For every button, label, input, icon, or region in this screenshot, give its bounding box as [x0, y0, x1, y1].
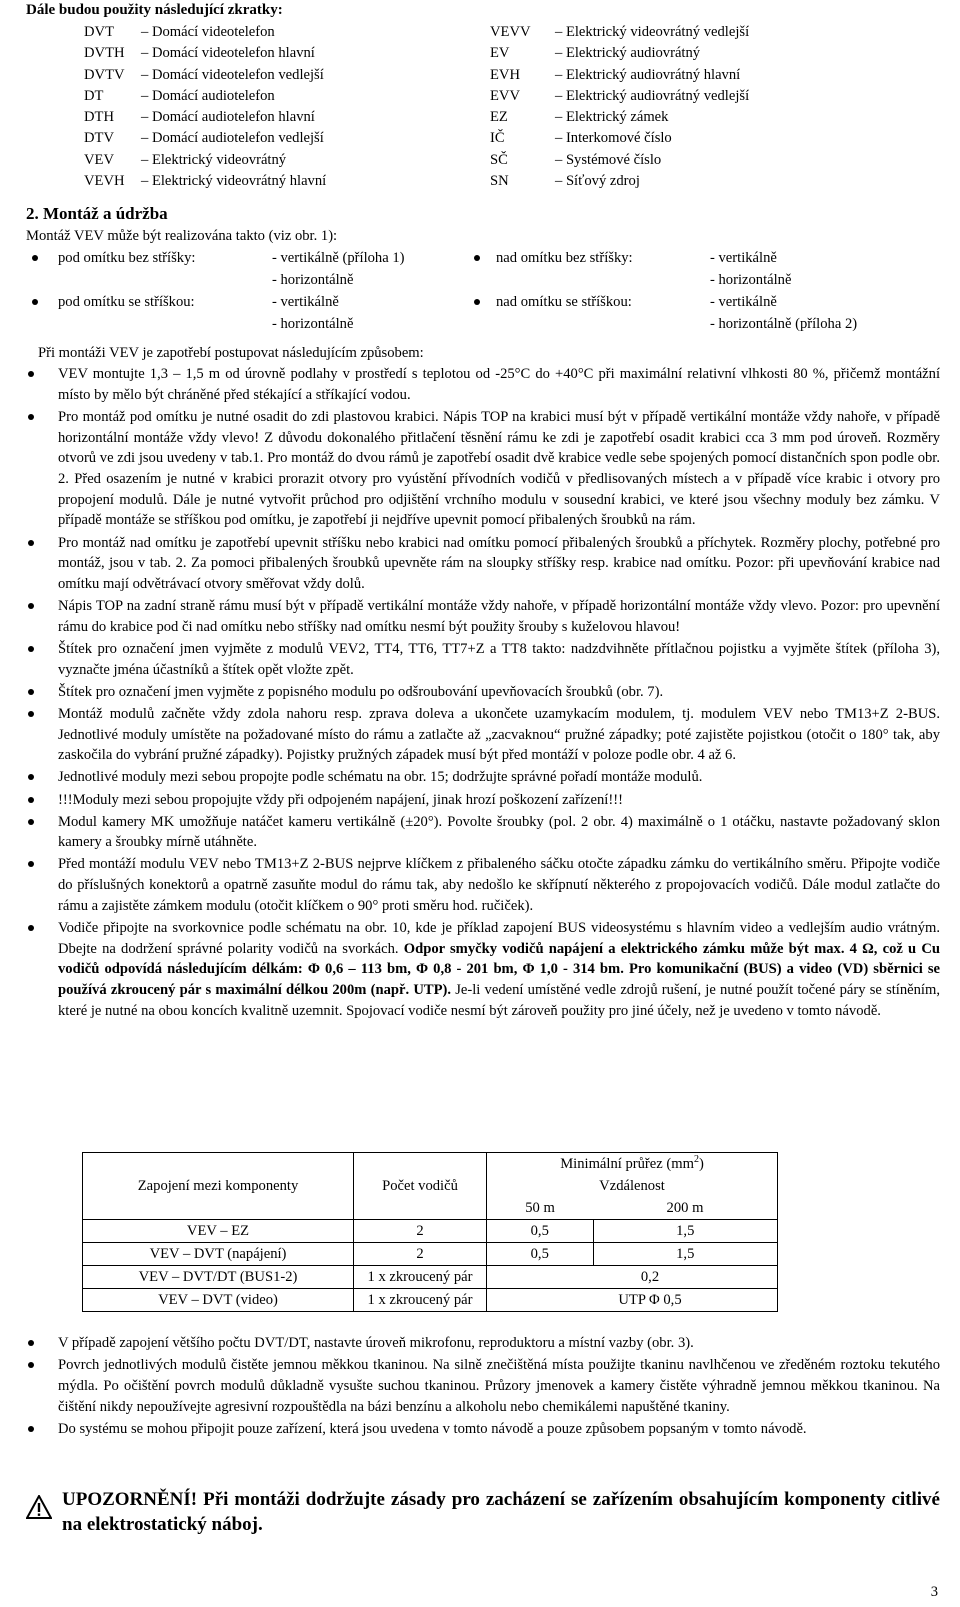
abbr-code: DTV: [84, 130, 114, 147]
list-item-text: !!!Moduly mezi sebou propojujte vždy při odpojeném napájení, jinak hrozí poškození zařízení!!!: [58, 791, 623, 808]
bullet: [28, 925, 34, 931]
list-item-text: Pro montáž pod omítku je nutné osadit do zdi plastovou krabici. Nápis TOP na krabici musí být v případě vertikální montáže vždy nahoře, v případě horizontální montáže vždy vlevo! Z důvodu dokonalého přitlačení těsnění rámu ke zdi je zapotřebí osadit krabici cca 3 mm pod úroveň. Rozměry otvorů ve zdi jsou uvedeny v tab.1. Pro montáž do dvou rámů je zapotřebí osadit dvě krabice vedle sebe spojených pomocí distančních spon podle obr. 2. Před osazením je nutné v krabici prorazit otvory pro vyústění přívodních vodičů v předlisovaných místech a v případě více krabic i otvory pro propojení modulů. Dále je nutné vytvořit průchod pro odjištění vrchního modulu v sousední krabici, ve které jsou všechny moduly bez zámku. V případě montáže se stříškou pod omítku, je zapotřebí ji nejdříve upevnit pomocí přibalených šroubků na rám.: [58, 408, 940, 529]
list-item-text: Nápis TOP na zadní straně rámu musí být v případě vertikální montáže vždy nahoře, v případě horizontální montáže vždy vlevo. Pozor: pro upevnění rámu do krabice pod či nad omítku nebo stříšky nad omítku nesmí být použity šrouby s kuželovou hlavou!: [58, 598, 940, 635]
abbr-desc: – Domácí audiotelefon hlavní: [141, 109, 315, 126]
table-row: [83, 1220, 778, 1243]
abbr-code: EZ: [490, 109, 508, 126]
mount-option-row: [26, 248, 940, 270]
mount-value: - horizontálně: [272, 316, 354, 332]
bullet: [474, 255, 480, 261]
abbr-desc: – Interkomové číslo: [555, 130, 672, 147]
list-item-text: Štítek pro označení jmen vyjměte z modulů VEV2, TT4, TT6, TT7+Z a TT8 takto: nadzdvihněte přítlačnou pojistku a vyjměte štítek (příloha 3), vyznačte jména účastníků a štítek opět vložte zpět.: [58, 640, 940, 678]
mount-options: [26, 248, 940, 336]
wire-table: [82, 1152, 778, 1312]
abbr-desc: – Domácí videotelefon: [141, 24, 275, 40]
abbr-desc: – Domácí audiotelefon vedlejší: [141, 130, 324, 147]
bullet: [28, 646, 34, 652]
header-connection: Zapojení mezi komponenty: [83, 1153, 354, 1220]
abbr-code: DVTH: [84, 45, 125, 62]
cell: 0,5: [487, 1243, 594, 1266]
cell: 1 x zkroucený pár: [354, 1289, 487, 1312]
maintenance-list: [26, 1333, 940, 1441]
cell: VEV – DVT (video): [83, 1289, 354, 1312]
abbr-code: VEV: [84, 151, 114, 168]
abbr-desc: – Síťový zdroj: [555, 173, 640, 190]
abbr-desc: – Domácí videotelefon hlavní: [141, 45, 315, 62]
list-item: [26, 1419, 940, 1440]
list-item-text: Montáž modulů začněte vždy zdola nahoru resp. zprava doleva a ukončete uzamykacím modulem, tj. modulem VEV nebo TM13+Z 2-BUS. Jednotlivé moduly umístěte na požadované místo do rámu a zatlačte až „zacvaknou“ pružné západky; poté zajistěte pojistkou (otočit o 180° tak, aby zaskočila do vybrání pružné západky). Pojistky pružných západek musí být před montáží v poloze podle obr. 4 až 6.: [58, 705, 940, 764]
procedure-lead: Při montáži VEV je zapotřebí postupovat následujícím způsobem:: [38, 345, 424, 361]
bullet: [28, 1426, 34, 1432]
list-item: [26, 639, 940, 680]
bullet: [28, 774, 34, 780]
mount-value: - horizontálně: [710, 272, 792, 288]
abbr-code: SČ: [490, 151, 508, 168]
list-item-text: Modul kamery MK umožňuje natáčet kameru vertikálně (±20°). Povolte šroubky (pol. 2 obr. 4) maximálně o 1 otáčku, nastavte požadovaný sklon kamery a šroubky mírně utáhněte.: [58, 813, 940, 851]
mount-option-row: [26, 292, 940, 314]
bullet: [28, 689, 34, 695]
cell: 2: [354, 1243, 487, 1266]
cell: 0,2: [487, 1266, 778, 1289]
list-item-text: Pro montáž nad omítku je zapotřebí upevnit stříšku nebo krabici nad omítku pomocí přibalených šroubků a příchytek. Rozměry plochy, potřebné pro montáž, jsou v tab. 2. Za pomoci přibalených šroubků upevněte rám na sloupky stříšky resp. krabice nad omítku. Pozor: při upevňování krabice nad omítku mají odvětrávací otvory směřovat vždy dolů.: [58, 534, 940, 592]
list-item-text: Do systému se mohou připojit pouze zařízení, která jsou uvedena v tomto návodě a pouze způsobem popsaným v tomto návodě.: [58, 1420, 807, 1437]
abbreviations-list: [26, 22, 940, 192]
abbr-desc: – Elektrický audiovrátný hlavní: [555, 66, 741, 83]
mount-label: pod omítku se stříškou:: [58, 294, 195, 310]
mount-value: - vertikálně (příloha 1): [272, 250, 405, 266]
mount-value: - horizontálně: [272, 272, 354, 288]
cell: 2: [354, 1220, 487, 1243]
list-item-wiring: [26, 918, 940, 1022]
cell: VEV – EZ: [83, 1220, 354, 1243]
abbreviation-row: [26, 171, 940, 192]
cell: VEV – DVT (napájení): [83, 1243, 354, 1266]
list-item: [26, 533, 940, 595]
abbr-code: EV: [490, 45, 510, 62]
list-item-text: Před montáží modulu VEV nebo TM13+Z 2-BUS nejprve klíčkem z přibaleného sáčku otočte západku zámku do vertikálního směru. Připojte vodiče do příslušných konektorů a opatrně zasuňte modul do rámu tak, aby nedošlo ke skřípnutí některého z propojovacích vodičů. Dále modul zatlačte do rámu a zajistěte zámkem modulu (otočit klíčkem o 90° proti směru hod. ručiček).: [58, 856, 940, 914]
abbr-code: DVT: [84, 24, 114, 40]
wiring-shielding: Je-li vedení umístěné vedle zdrojů rušení, je nutné použít točené páry se stíněním, které je nutné na obou koncích kvalitně uzemnit. Spojovací vodiče nesmí být zároveň použity pro jiné účely, než je uvedeno v tomto návodě.: [58, 982, 940, 1019]
table-row: [83, 1243, 778, 1266]
mount-value: - vertikálně: [272, 294, 339, 310]
list-item: [26, 407, 940, 531]
cell: 1,5: [593, 1220, 778, 1243]
warning-triangle-icon: [26, 1495, 52, 1519]
abbr-desc: – Domácí videotelefon vedlejší: [141, 66, 324, 83]
warning-text: UPOZORNĚNÍ! Při montáži dodržujte zásady pro zacházení se zařízením obsahujícím komponenty citlivé na elektrostatický náboj.: [62, 1489, 940, 1536]
bullet: [28, 603, 34, 609]
list-item: [26, 790, 940, 811]
wiring-text: Vodiče připojte na svorkovnice podle schématu na obr. 10, kde je příklad zapojení BUS videosystému s hlavním video a vedlejším audio vrátným. Dbejte na dodržení správné polarity vodičů na svorkách.: [58, 919, 940, 957]
cell: 0,5: [487, 1220, 594, 1243]
abbr-code: SN: [490, 173, 509, 190]
list-item-text: VEV montujte 1,3 – 1,5 m od úrovně podlahy v prostředí s teplotou od -25°C do +40°C při maximální relativní vlhkosti 80 %, přičemž montážní místo by mělo být chráněné před stékající a stříkající vodou.: [58, 366, 940, 403]
bullet: [28, 1362, 34, 1368]
abbreviation-row: [26, 107, 940, 128]
abbr-code: VEVV: [490, 24, 531, 40]
cell: VEV – DVT/DT (BUS1-2): [83, 1266, 354, 1289]
bullet: [474, 299, 480, 305]
mount-option-row: [26, 314, 940, 336]
abbr-code: DT: [84, 87, 104, 104]
bullet: [28, 371, 34, 377]
list-item-text: Povrch jednotlivých modulů čistěte jemnou měkkou tkaninou. Na silně znečištěná místa použijte tkaninu navlhčenou ve zředěném roztoku tekutého mýdla. Po očištění povrch modulů důkladně vysušte suchou tkaninou. Průzory jmenovek a kamery čistěte výhradně jemnou měkkou tkaninou. Na čištění nikdy nepoužívejte agresivní rozpouštědla na bázi benzínu a alkoholu nebo chemikálemi napuštěné tkaniny.: [58, 1357, 940, 1415]
bullet: [28, 819, 34, 825]
bullet: [32, 255, 38, 261]
bullet: [28, 797, 34, 803]
mount-option-row: [26, 270, 940, 292]
wiring-limits: Odpor smyčky vodičů napájení a elektrického zámku může být max. 4 Ω, což u Cu vodičů odpovídá následujícím délkám: Φ 0,6 – 113 bm, Φ 0,8 - 201 bm, Φ 1,0 - 314 bm. Pro komunikační (BUS) a video (VD) sběrnici se používá zkroucený pár s maximální délkou 200m (např. UTP).: [58, 940, 940, 999]
list-item: [26, 596, 940, 637]
list-item: [26, 364, 940, 405]
abbreviations-intro: Dále budou použity následující zkratky:: [26, 2, 283, 18]
abbreviation-row: [26, 128, 940, 149]
abbr-desc: – Systémové číslo: [555, 151, 662, 168]
table-row: [83, 1266, 778, 1289]
list-item-text: Jednotlivé moduly mezi sebou propojte podle schématu na obr. 15; dodržujte správné pořadí montáže modulů.: [58, 769, 703, 786]
header-200m: 200 m: [593, 1197, 778, 1220]
header-50m: 50 m: [487, 1197, 594, 1220]
abbreviation-row: [26, 86, 940, 107]
cell: UTP Φ 0,5: [487, 1289, 778, 1312]
cell: 1 x zkroucený pár: [354, 1266, 487, 1289]
mount-label: pod omítku bez stříšky:: [58, 250, 196, 266]
cell: 1,5: [593, 1243, 778, 1266]
list-item: [26, 854, 940, 916]
list-item: [26, 767, 940, 788]
procedure-list: [26, 364, 940, 1023]
abbr-desc: – Elektrický zámek: [555, 109, 669, 126]
mount-label: nad omítku se stříškou:: [496, 294, 632, 310]
list-item: [26, 1333, 940, 1354]
bullet: [28, 414, 34, 420]
abbr-code: EVV: [490, 87, 520, 104]
section-title: 2. Montáž a údržba: [26, 204, 168, 223]
abbr-desc: – Elektrický audiovrátný: [555, 45, 701, 62]
abbr-desc: – Domácí audiotelefon: [141, 87, 275, 104]
bullet: [28, 1340, 34, 1346]
header-min-cross-section: Minimální průřez $(mm^2)$: [487, 1153, 778, 1176]
list-item: [26, 812, 940, 853]
mount-label: nad omítku bez stříšky:: [496, 250, 633, 266]
header-wire-count: Počet vodičů: [354, 1153, 487, 1220]
table-row: [83, 1289, 778, 1312]
abbreviation-row: [26, 43, 940, 64]
page-number: 3: [930, 1584, 938, 1600]
list-item-text: V případě zapojení většího počtu DVT/DT, nastavte úroveň mikrofonu, reproduktoru a místní vazby (obr. 3).: [58, 1335, 694, 1351]
abbreviation-row: [26, 150, 940, 171]
header-distance: Vzdálenost: [487, 1175, 778, 1197]
bullet: [28, 540, 34, 546]
bullet: [28, 861, 34, 867]
bullet: [28, 711, 34, 717]
abbr-desc: – Elektrický audiovrátný vedlejší: [555, 87, 750, 104]
abbr-code: DVTV: [84, 66, 125, 83]
abbreviation-row: [26, 65, 940, 86]
mount-value: - vertikálně: [710, 250, 777, 266]
abbr-code: EVH: [490, 66, 520, 83]
mount-value: - vertikálně: [710, 294, 777, 310]
abbreviation-row: [26, 22, 940, 43]
list-item: [26, 1355, 940, 1417]
abbr-code: VEVH: [84, 173, 125, 190]
abbr-code: IČ: [490, 130, 505, 147]
list-item: [26, 704, 940, 766]
mount-value: - horizontálně (příloha 2): [710, 316, 858, 332]
abbr-desc: – Elektrický videovrátný hlavní: [141, 173, 327, 190]
abbr-desc: – Elektrický videovrátný vedlejší: [555, 24, 750, 40]
mount-note: Montáž VEV může být realizována takto (viz obr. 1):: [26, 228, 338, 244]
list-item-text: Štítek pro označení jmen vyjměte z popisného modulu po odšroubování upevňovacích šroubků (obr. 7).: [58, 683, 664, 700]
abbr-code: DTH: [84, 109, 114, 126]
bullet: [32, 299, 38, 305]
list-item: [26, 682, 940, 703]
abbr-desc: – Elektrický videovrátný: [141, 151, 287, 168]
